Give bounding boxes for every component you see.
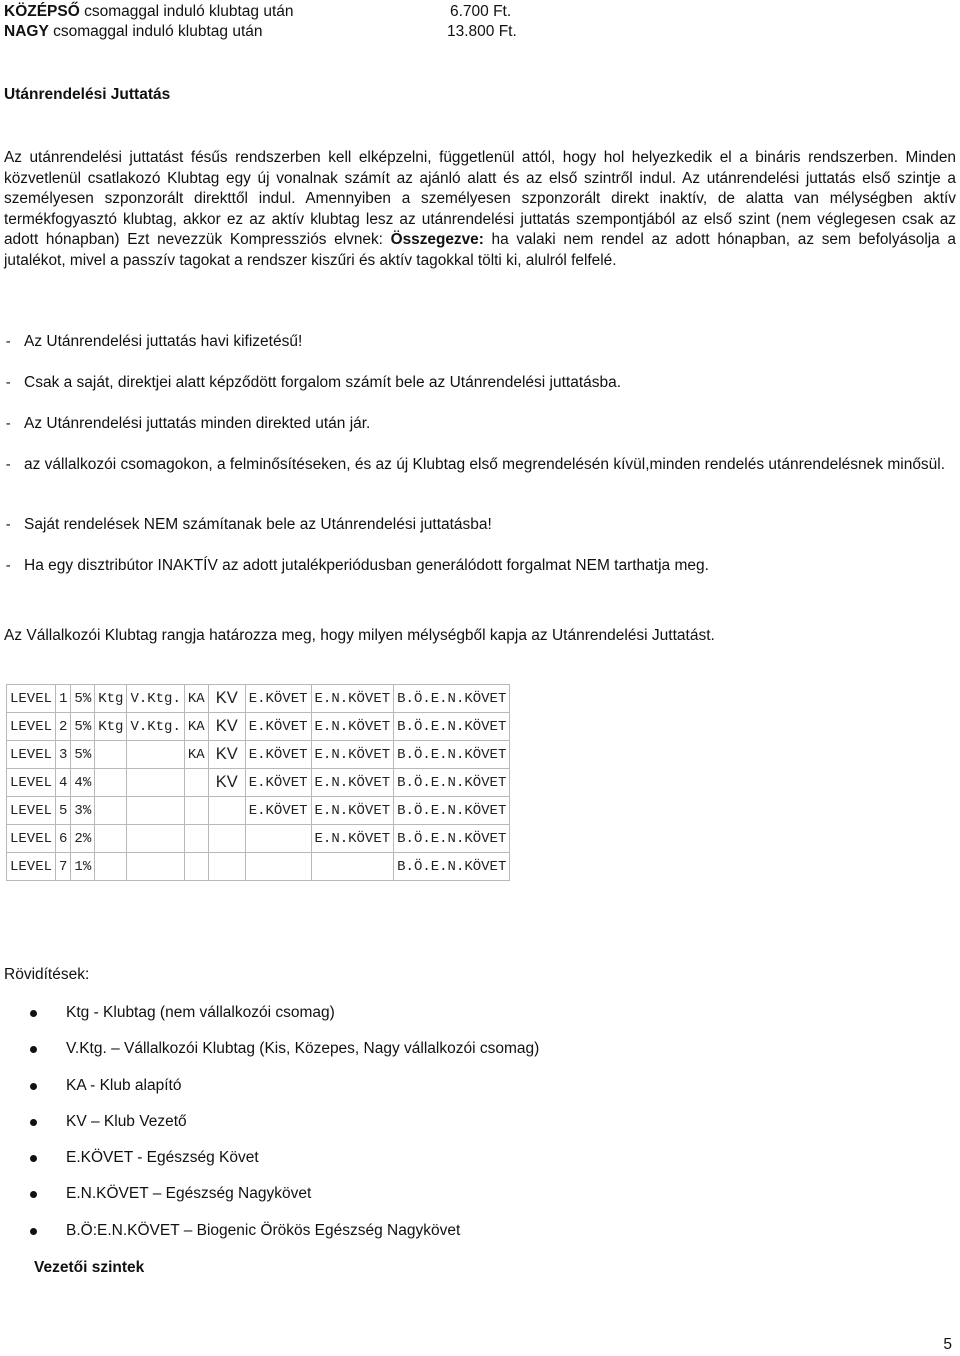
kv-cell: KV [208, 685, 245, 713]
ekovet-cell: E.KÖVET [245, 685, 311, 713]
enkovet-cell: E.N.KÖVET [311, 685, 394, 713]
abbreviations-list [30, 1000, 539, 1254]
leader-levels-title: Vezetői szintek [34, 1259, 145, 1276]
list-item: KA - Klub alapító [30, 1073, 539, 1109]
boenkovet-cell: B.Ö.E.N.KÖVET [394, 797, 510, 825]
level-number-cell: 5 [56, 797, 71, 825]
percent-cell: 5% [71, 713, 95, 741]
level-number-cell: 1 [56, 685, 71, 713]
bullet-icon [30, 1046, 37, 1053]
enkovet-cell: E.N.KÖVET [311, 741, 394, 769]
vktg-cell: V.Ktg. [127, 685, 184, 713]
level-number-cell: 3 [56, 741, 71, 769]
rule-item: - Az Utánrendelési juttatás minden direkted után jár. [4, 415, 371, 432]
kv-cell: KV [208, 713, 245, 741]
table-row [7, 685, 510, 713]
ktg-cell [95, 825, 127, 853]
percent-cell: 5% [71, 685, 95, 713]
list-item: E.N.KÖVET – Egészség Nagykövet [30, 1181, 539, 1217]
table-row [7, 769, 510, 797]
enkovet-cell: E.N.KÖVET [311, 713, 394, 741]
enkovet-cell: E.N.KÖVET [311, 825, 394, 853]
table-row [7, 797, 510, 825]
level-cell: LEVEL [7, 741, 56, 769]
table-row [7, 713, 510, 741]
price-label: NAGY csomaggal induló klubtag után [4, 23, 263, 40]
level-cell: LEVEL [7, 685, 56, 713]
ka-cell [184, 769, 208, 797]
ktg-cell [95, 797, 127, 825]
ktg-cell [95, 741, 127, 769]
ktg-cell [95, 853, 127, 881]
section-title: Utánrendelési Juttatás [4, 86, 171, 103]
vktg-cell: V.Ktg. [127, 713, 184, 741]
ekovet-cell: E.KÖVET [245, 797, 311, 825]
price-row-kozepes [4, 2, 512, 22]
bullet-icon [30, 1083, 37, 1090]
rule-item: - Saját rendelések NEM számítanak bele az Utánrendelési juttatásba! [4, 516, 492, 533]
vktg-cell [127, 797, 184, 825]
table-row [7, 825, 510, 853]
ekovet-cell [245, 825, 311, 853]
level-table [6, 684, 510, 881]
rule-item: - az vállalkozói csomagokon, a felminősítéseken, és az új Klubtag első megrendelésén kívül,minden rendelés utánrendelésnek minősül. [4, 456, 946, 473]
rule-item: - Az Utánrendelési juttatás havi kifizetésű! [4, 333, 303, 350]
vktg-cell [127, 825, 184, 853]
rule-item: - Csak a saját, direktjei alatt képződött forgalom számít bele az Utánrendelési juttatásba. [4, 374, 622, 391]
vktg-cell [127, 769, 184, 797]
page-number: 5 [943, 1336, 952, 1353]
table-row [7, 853, 510, 881]
list-item: V.Ktg. – Vállalkozói Klubtag (Kis, Közepes, Nagy vállalkozói csomag) [30, 1036, 539, 1072]
price-row-nagy [4, 22, 517, 42]
boenkovet-cell: B.Ö.E.N.KÖVET [394, 853, 510, 881]
level-number-cell: 2 [56, 713, 71, 741]
rank-summary: Az Vállalkozói Klubtag rangja határozza meg, hogy milyen mélységből kapja az Utánrendelési Juttatást. [4, 627, 715, 644]
ka-cell [184, 825, 208, 853]
enkovet-cell [311, 853, 394, 881]
description-paragraph: Az utánrendelési juttatást fésűs rendszerben kell elképzelni, függetlenül attól, hogy hol helyezkedik el a bináris rendszerben. Minden közvetlenül csatlakozó Klubtag egy új vonalnak számít az ajánló alatt és az első szintről indul. Az utánrendelési juttatás első szintje a személyesen szponzorált direkttől indul. Amennyiben a személyesen szponzorált direkt inaktív, de alatta van mélységben aktív termékfogyasztó klubtag, akkor ez az aktív klubtag lesz az utánrendelési juttatás szempontjából az első szint (nem véglegesen csak az adott hónapban) Ezt nevezzük Kompressziós elvnek: Összegezve: ha valaki nem rendel az adott hónapban, az sem befolyásolja a jutalékot, mivel a passzív tagokat a rendszer kiszűri és aktív tagokkal tölti ki, alulról felfelé. [4, 149, 956, 269]
enkovet-cell: E.N.KÖVET [311, 769, 394, 797]
ekovet-cell: E.KÖVET [245, 713, 311, 741]
ekovet-cell: E.KÖVET [245, 769, 311, 797]
ktg-cell: Ktg [95, 685, 127, 713]
kv-cell [208, 825, 245, 853]
vktg-cell [127, 741, 184, 769]
price-label: KÖZÉPSŐ csomaggal induló klubtag után [4, 3, 294, 20]
percent-cell: 1% [71, 853, 95, 881]
level-cell: LEVEL [7, 825, 56, 853]
boenkovet-cell: B.Ö.E.N.KÖVET [394, 685, 510, 713]
list-item: B.Ö:E.N.KÖVET – Biogenic Örökös Egészség Nagykövet [30, 1218, 539, 1254]
boenkovet-cell: B.Ö.E.N.KÖVET [394, 741, 510, 769]
ktg-cell [95, 769, 127, 797]
kv-cell: KV [208, 769, 245, 797]
percent-cell: 3% [71, 797, 95, 825]
bullet-icon [30, 1010, 37, 1017]
percent-cell: 2% [71, 825, 95, 853]
percent-cell: 5% [71, 741, 95, 769]
bullet-icon [30, 1155, 37, 1162]
level-cell: LEVEL [7, 713, 56, 741]
bullet-icon [30, 1119, 37, 1126]
level-cell: LEVEL [7, 769, 56, 797]
kv-cell [208, 797, 245, 825]
boenkovet-cell: B.Ö.E.N.KÖVET [394, 825, 510, 853]
level-number-cell: 6 [56, 825, 71, 853]
kv-cell: KV [208, 741, 245, 769]
level-number-cell: 7 [56, 853, 71, 881]
level-cell: LEVEL [7, 797, 56, 825]
list-item: KV – Klub Vezető [30, 1109, 539, 1145]
price-amount: 6.700 Ft. [450, 3, 512, 20]
boenkovet-cell: B.Ö.E.N.KÖVET [394, 713, 510, 741]
kv-cell [208, 853, 245, 881]
ka-cell [184, 853, 208, 881]
level-number-cell: 4 [56, 769, 71, 797]
enkovet-cell: E.N.KÖVET [311, 797, 394, 825]
ktg-cell: Ktg [95, 713, 127, 741]
bullet-icon [30, 1228, 37, 1235]
percent-cell: 4% [71, 769, 95, 797]
rule-item: - Ha egy disztribútor INAKTÍV az adott jutalékperiódusban generálódott forgalmat NEM tarthatja meg. [4, 557, 709, 574]
ekovet-cell: E.KÖVET [245, 741, 311, 769]
summary-label: Összegezve: [390, 231, 484, 248]
bullet-icon [30, 1191, 37, 1198]
list-item: Ktg - Klubtag (nem vállalkozói csomag) [30, 1000, 539, 1036]
ka-cell: KA [184, 685, 208, 713]
vktg-cell [127, 853, 184, 881]
level-cell: LEVEL [7, 853, 56, 881]
ka-cell [184, 797, 208, 825]
price-amount: 13.800 Ft. [447, 23, 517, 40]
abbreviations-title: Rövidítések: [4, 966, 90, 983]
table-row [7, 741, 510, 769]
list-item: E.KÖVET - Egészség Követ [30, 1145, 539, 1181]
ka-cell: KA [184, 741, 208, 769]
boenkovet-cell: B.Ö.E.N.KÖVET [394, 769, 510, 797]
ekovet-cell [245, 853, 311, 881]
ka-cell: KA [184, 713, 208, 741]
